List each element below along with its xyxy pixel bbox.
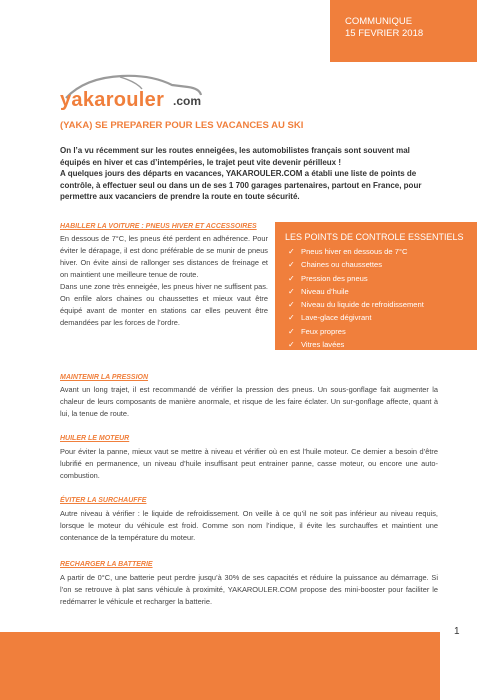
page-number: 1 xyxy=(454,626,460,637)
checklist xyxy=(285,245,477,351)
checklist-item-label: Vitres lavées xyxy=(301,340,345,350)
checkmark-icon: ✓ xyxy=(288,340,295,350)
checklist-item-label: Lave-glace dégivrant xyxy=(301,313,372,323)
checklist-item-label: Chaines ou chaussettes xyxy=(301,260,383,270)
section-heading-tires: HABILLER LA VOITURE : PNEUS HIVER ET ACCESSOIRES xyxy=(60,223,257,230)
checklist-item-label: Niveau d’huile xyxy=(301,286,349,296)
header-label: COMMUNIQUE xyxy=(345,16,413,27)
intro-paragraph-2: A quelques jours des départs en vacances, YAKAROULER.COM a établi une liste de points de contrôle, à effectuer seul ou dans un de ses 1 700 garages partenaires, partout en France, pour permettre aux vacanciers de prendre la route en toute sécurité. xyxy=(60,169,422,201)
checklist-item xyxy=(285,285,477,298)
checkmark-icon: ✓ xyxy=(288,260,295,270)
checklist-item-label: Feux propres xyxy=(301,326,346,336)
checkmark-icon: ✓ xyxy=(288,286,295,296)
checklist-item xyxy=(285,258,477,271)
tires-paragraph-1: En dessous de 7°C, les pneus été perdent en adhérence. Pour éviter le dérapage, il est donc préférable de se munir de pneus hiver. On évite ainsi de rallonger ses distances de freinage et on maintient une meilleure tenue de route. xyxy=(60,234,268,279)
checklist-item xyxy=(285,325,477,338)
checkmark-icon: ✓ xyxy=(288,313,295,323)
logo-wordmark: yakarouler xyxy=(60,89,165,111)
checklist-item xyxy=(285,272,477,285)
checklist-title: LES POINTS DE CONTROLE ESSENTIELS xyxy=(285,232,464,242)
page-title: (YAKA) SE PREPARER POUR LES VACANCES AU SKI xyxy=(60,120,304,131)
oil-paragraph: Pour éviter la panne, mieux vaut se mettre à niveau et vérifier où en est l’huile moteur. Ce dernier a besoin d’être lubrifié en permanence, un niveau d’huile insuffisant peut entrainer panne, casse moteur, ou encore une auto-combustion. xyxy=(60,447,438,480)
intro-block xyxy=(60,145,438,203)
checklist-box xyxy=(275,222,477,350)
checkmark-icon: ✓ xyxy=(288,273,295,283)
pressure-paragraph: Avant un long trajet, il est recommandé de vérifier la pression des pneus. Un sous-gonflage fait augmenter la chaleur de leurs composants de manière anormale, et risque de les faire éclater. Un sur-gonflage affecte, quant à lui, la tenue de route. xyxy=(60,385,438,418)
footer-band xyxy=(0,632,440,700)
section-body-tires xyxy=(60,233,268,329)
section-heading-pressure: MAINTENIR LA PRESSION xyxy=(60,374,149,381)
battery-paragraph: A partir de 0°C, une batterie peut perdre jusqu’à 30% de ses capacités et réduire la puissance au démarrage. Si l’on se retrouve à plat sans véhicule à proximité, YAKAROULER.COM propose des mini-booster pour faciliter le redémarrer le véhicule et recharger la batterie. xyxy=(60,573,438,606)
checklist-item-label: Pression des pneus xyxy=(301,273,368,283)
section-heading-oil: HUILER LE MOTEUR xyxy=(60,435,130,442)
section-body-battery xyxy=(60,572,438,608)
logo-domain: .com xyxy=(173,94,202,108)
section-body-overheat xyxy=(60,508,438,544)
checklist-item xyxy=(285,311,477,324)
intro-paragraph-1: On l’a vu récemment sur les routes enneigées, les automobilistes français sont souvent mal équipés en hiver et cas d’intempéries, le trajet peut vite devenir périlleux ! xyxy=(60,146,410,167)
checklist-item xyxy=(285,298,477,311)
checkmark-icon: ✓ xyxy=(288,326,295,336)
checklist-item xyxy=(285,338,477,351)
brand-logo xyxy=(60,71,220,115)
overheat-paragraph: Autre niveau à vérifier : le liquide de refroidissement. On veille à ce qu’il ne soit pas inférieur au niveau requis, lorsque le moteur du véhicule est froid. Comme son nom l’indique, il évite les surchauffes et maintient une contenance de la température du moteur. xyxy=(60,509,438,542)
header-date: 15 FEVRIER 2018 xyxy=(345,28,424,39)
checkmark-icon: ✓ xyxy=(288,300,295,310)
header-date-box xyxy=(330,0,477,62)
section-body-oil xyxy=(60,446,438,482)
section-heading-battery: RECHARGER LA BATTERIE xyxy=(60,561,153,568)
checklist-item-label: Pneus hiver en dessous de 7°C xyxy=(301,247,408,256)
checkmark-icon: ✓ xyxy=(288,247,295,256)
checklist-item-label: Niveau du liquide de refroidissement xyxy=(301,300,424,310)
section-heading-overheat: ÉVITER LA SURCHAUFFE xyxy=(60,497,147,504)
checklist-item xyxy=(285,245,477,258)
section-body-pressure xyxy=(60,384,438,420)
tires-paragraph-2: Dans une zone très enneigée, les pneus hiver ne suffisent pas. On enfile alors chaines ou chaussettes et mieux vaut être équipé avant de monter en stations car elles peuvent être demandées par les forces de l’ordre. xyxy=(60,282,268,327)
